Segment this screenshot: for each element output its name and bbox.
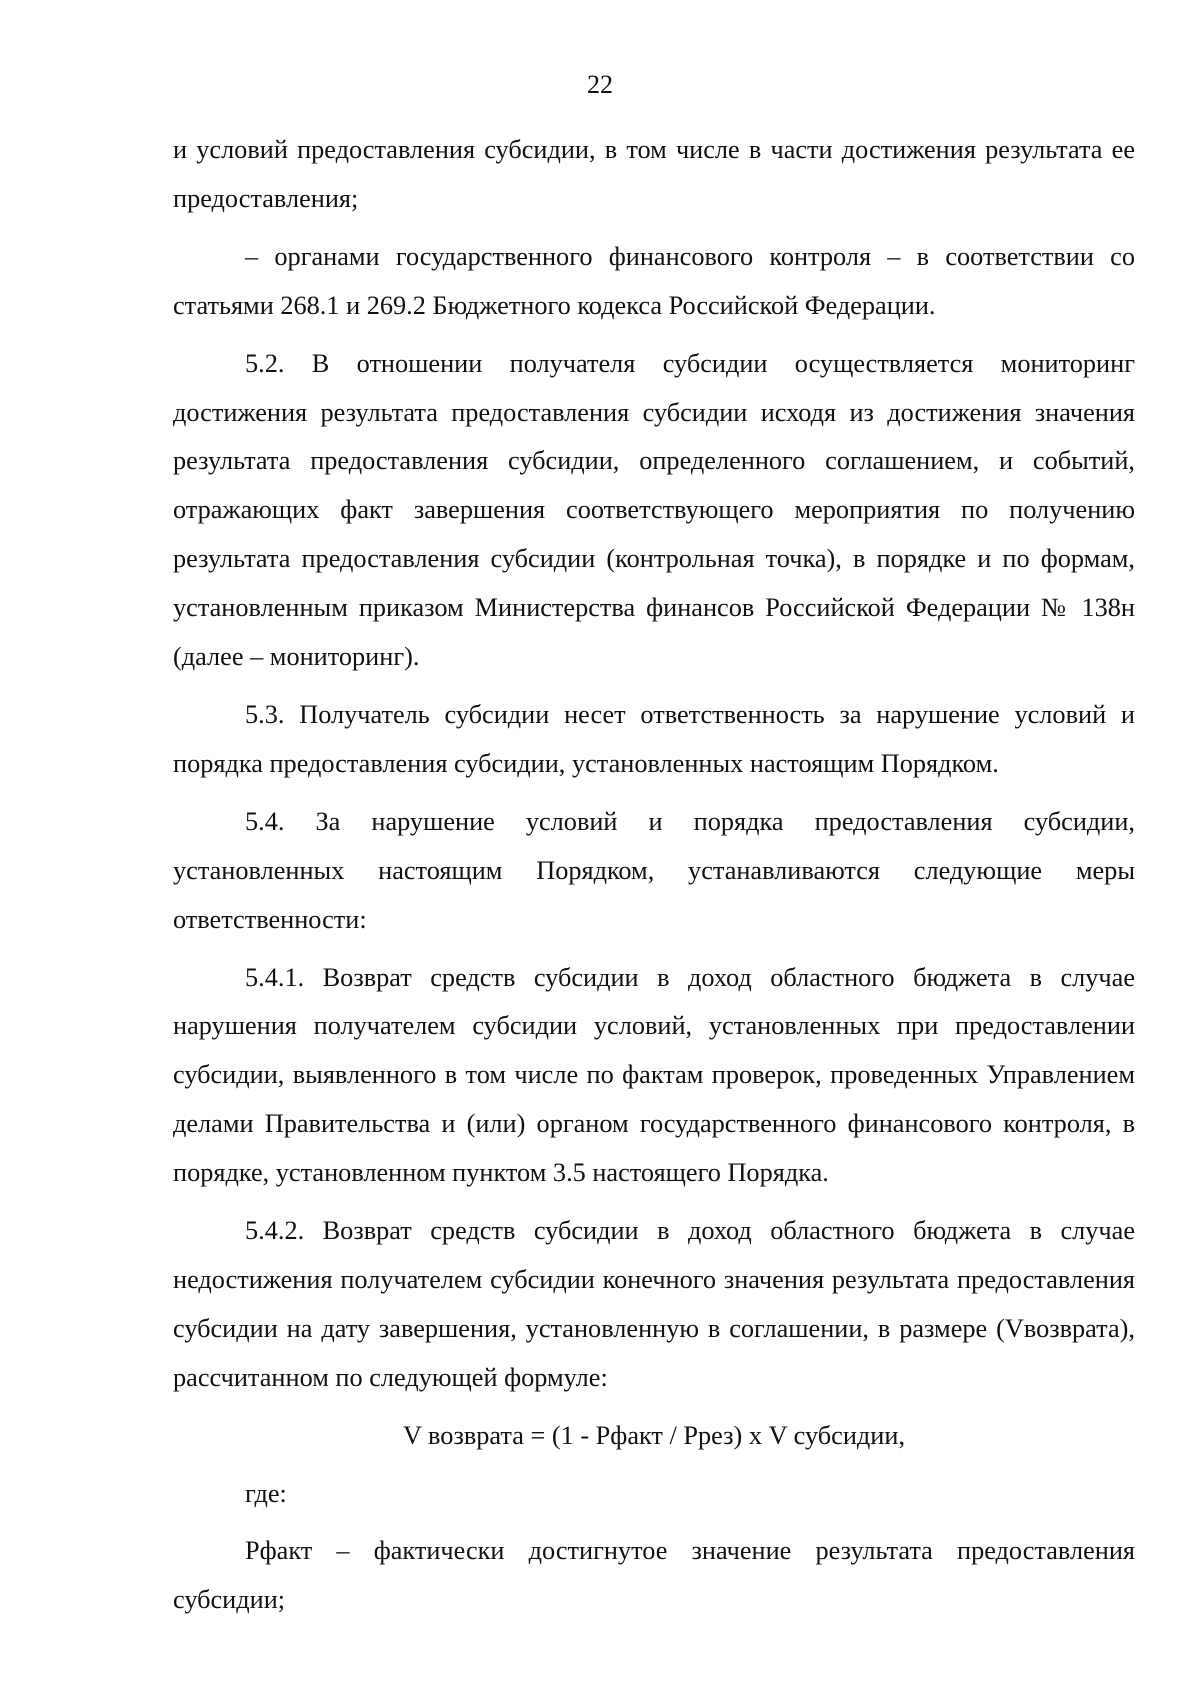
paragraph-continuation: и условий предоставления субсидии, в том числе в части достижения результата ее предоставления; xyxy=(173,135,1135,213)
paragraph-5-4-1: 5.4.1. Возврат средств субсидии в доход областного бюджета в случае нарушения получателем субсидии условий, установленных при предоставлении субсидии, выявленного в том числе по фактам проверок, проведенных Управлением делами Правительства и (или) органом государственного финансового контроля, в порядке, установленном пунктом 3.5 настоящего Порядка. xyxy=(173,962,1135,1188)
paragraph-5-4-2: 5.4.2. Возврат средств субсидии в доход областного бюджета в случае недостижения получателем субсидии конечного значения результата предоставления субсидии на дату завершения, установленную в соглашении, в размере (Vвозврата), рассчитанном по следующей формуле: xyxy=(173,1216,1135,1392)
return-formula: V возврата = (1 - Рфакт / Ррез) х V субсидии, xyxy=(402,1420,906,1450)
page-number: 22 xyxy=(587,70,613,99)
paragraph-5-3: 5.3. Получатель субсидии несет ответственность за нарушение условий и порядка предоставления субсидии, установленных настоящим Порядком. xyxy=(173,699,1135,778)
where-label: где: xyxy=(245,1478,287,1508)
paragraph-5-4: 5.4. За нарушение условий и порядка предоставления субсидии, установленных настоящим Порядком, устанавливаются следующие меры ответственности: xyxy=(173,806,1135,934)
document-body xyxy=(173,126,1135,1625)
paragraph-financial-control: – органами государственного финансового контроля – в соответствии со статьями 268.1 и 269.2 Бюджетного кодекса Российской Федерации. xyxy=(173,241,1135,320)
paragraph-5-2: 5.2. В отношении получателя субсидии осуществляется мониторинг достижения результата предоставления субсидии исходя из достижения значения результата предоставления субсидии, определенного соглашением, и событий, отражающих факт завершения соответствующего мероприятия по получению результата предоставления субсидии (контрольная точка), в порядке и по формам, установленным приказом Министерства финансов Российской Федерации № 138н (далее – мониторинг). xyxy=(173,348,1135,672)
definition-rfact: Рфакт – фактически достигнутое значение результата предоставления субсидии; xyxy=(173,1536,1135,1615)
